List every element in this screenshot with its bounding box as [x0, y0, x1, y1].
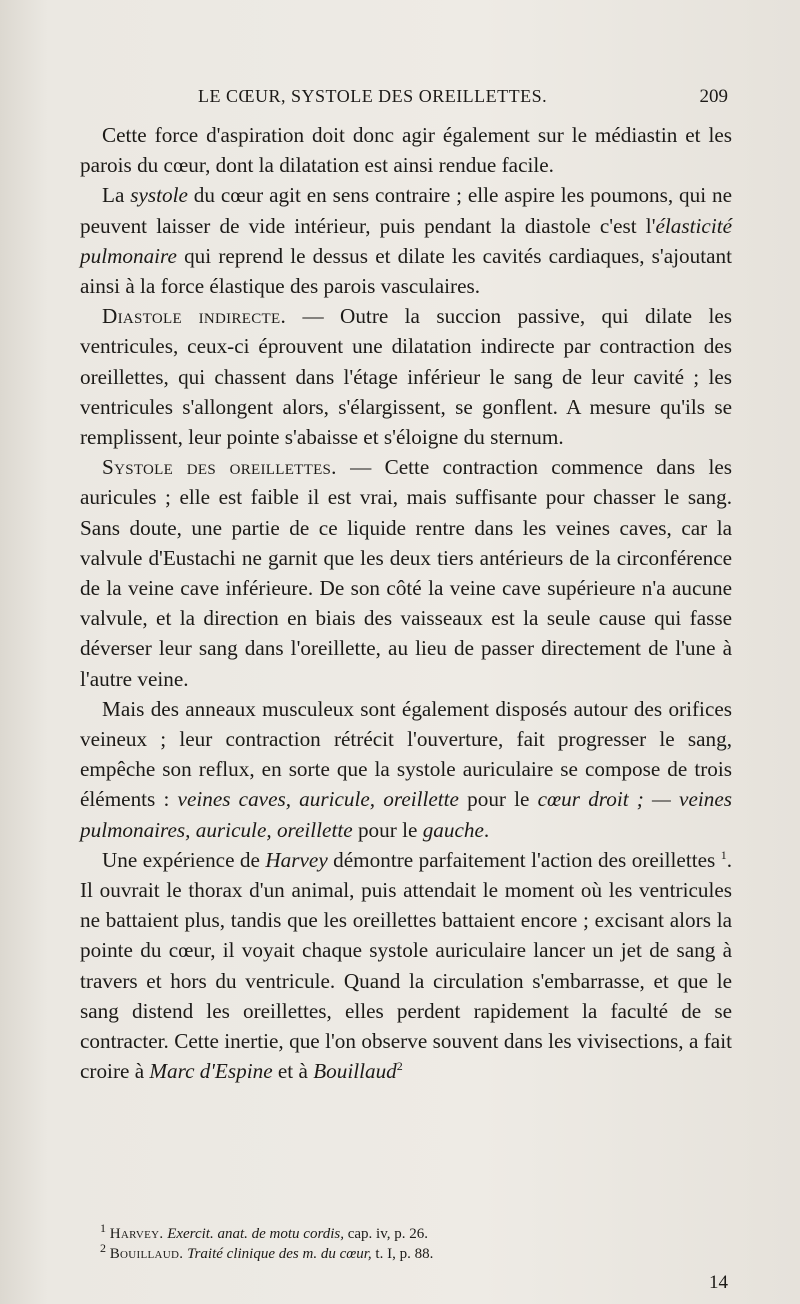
- paragraph: [80, 120, 732, 180]
- footnote-work: Traité clinique des m. du cœur,: [183, 1246, 372, 1262]
- paragraph-text: — Outre la succion passive, qui dilate les ventricules, ceux-ci éprouvent une dilatation indirecte par contraction des oreillettes, qui chassent dans l'étage inférieur le sang de leur cavité ; les ventricules s'allongent alors, s'élargissent, se gonflent. A mesure qu'ils se remplissent, leur pointe s'abaisse et s'éloigne du sternum.: [80, 304, 732, 450]
- paragraph: [80, 845, 732, 1087]
- italic-run: Bouillaud: [313, 1059, 397, 1084]
- section-heading: Diastole indirecte.: [102, 304, 287, 329]
- paragraph: [80, 180, 732, 301]
- body-text: [80, 120, 732, 1087]
- page-header: [80, 86, 728, 114]
- footnote-ref-text: t. I, p. 88.: [371, 1246, 434, 1262]
- text-run: La: [102, 183, 131, 208]
- italic-run: Harvey: [265, 847, 328, 872]
- paragraph-text: Cette force d'aspiration doit donc agir également sur le médiastin et les parois du cœur, dont la dilatation est ainsi rendue facile.: [80, 123, 732, 178]
- section-heading: Systole des oreillettes.: [102, 455, 337, 480]
- footnote-author: Harvey.: [109, 1226, 164, 1242]
- footnote-author: Bouillaud.: [109, 1246, 184, 1262]
- paragraph: [80, 301, 732, 452]
- footnote: [80, 1241, 732, 1264]
- italic-run: élasticité pulmonaire: [80, 213, 732, 268]
- italic-run: gauche: [422, 817, 484, 842]
- text-run: pour le: [352, 817, 423, 842]
- footnote-ref[interactable]: 1: [720, 847, 727, 862]
- text-run: du cœur agit en sens contraire ; elle aspire les poumons, qui ne peuvent laisser de vide intérieur, puis pendant la diastole c'est l': [80, 183, 732, 238]
- footnotes: [80, 1221, 732, 1264]
- paragraph: [80, 694, 732, 845]
- footnote-work: Exercit. anat. de motu cordis,: [163, 1226, 344, 1242]
- text-run: Mais des anneaux musculeux sont également disposés autour des orifices veineux ; leur contraction rétrécit l'ouverture, fait progresser le sang, empêche son reflux, en sorte que la systole auriculaire se compose de trois éléments :: [80, 696, 732, 812]
- text-run: .: [483, 817, 490, 842]
- text-run: démontre parfaitement l'action des oreillettes: [327, 847, 721, 872]
- footnote-marker: 2: [100, 1241, 106, 1255]
- italic-run: Marc d'Espine: [149, 1059, 273, 1084]
- footnote-ref-text: cap. iv, p. 26.: [343, 1226, 428, 1242]
- italic-run: cœur droit ; — veines pulmonaires, auricule, oreillette: [80, 787, 732, 842]
- text-run: Une expérience de: [102, 847, 266, 872]
- text-run: et à: [272, 1059, 314, 1084]
- italic-run: systole: [130, 183, 188, 208]
- signature-mark: 14: [709, 1272, 728, 1293]
- paragraph: [80, 452, 732, 694]
- italic-run: veines caves, auricule, oreillette: [177, 787, 459, 812]
- text-run: qui reprend le dessus et dilate les cavités cardiaques, s'ajoutant ainsi à la force élastique des parois vasculaires.: [80, 243, 732, 299]
- page-number: 209: [699, 86, 728, 107]
- footnote-ref[interactable]: 2: [396, 1059, 403, 1074]
- footnote-marker: 1: [100, 1221, 106, 1235]
- paragraph-text: — Cette contraction commence dans les auricules ; elle est faible il est vrai, mais suffisante pour chasser le sang. Sans doute, une partie de ce liquide rentre dans les veines caves, car la valvule d'Eustachi ne garnit que les deux tiers antérieurs de la circonférence de la veine cave inférieure. De son côté la veine cave supérieure n'a aucune valvule, et la direction en biais des vaisseaux est la seule cause qui fasse déverser leur sang dans l'oreillette, au lieu de passer directement de l'une à l'autre veine.: [80, 455, 732, 691]
- footnote: [80, 1221, 732, 1244]
- text-run: . Il ouvrait le thorax d'un animal, puis attendait le moment où les ventricules ne battaient plus, tandis que les oreillettes battaient encore ; excisant alors la pointe du cœur, il voyait chaque systole auriculaire lancer un jet de sang à travers et hors du ventricule. Quand la circulation s'embarrasse, et que le sang distend les oreillettes, elles perdent rapidement la faculté de se contracter. Cette inertie, que l'on observe souvent dans les vivisections, a fait croire à: [80, 847, 732, 1084]
- running-title: LE CŒUR, SYSTOLE DES OREILLETTES.: [198, 86, 548, 106]
- text-run: pour le: [458, 787, 538, 812]
